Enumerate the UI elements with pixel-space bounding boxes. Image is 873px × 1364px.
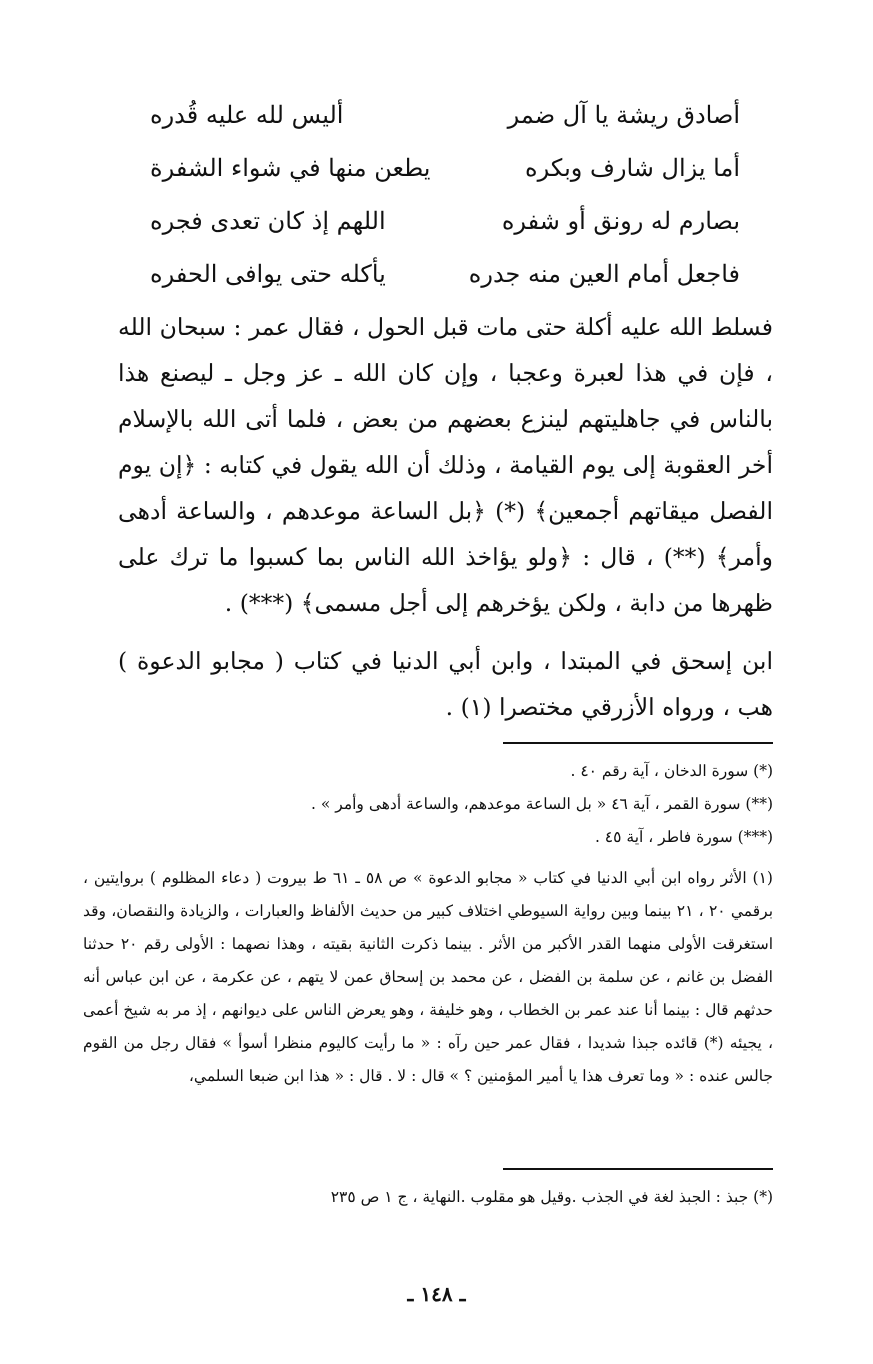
footnote-star-1: (*) سورة الدخان ، آية رقم ٤٠ . bbox=[570, 762, 773, 780]
verse-second-hemistich: يطعن منها في شواء الشفرة bbox=[150, 154, 431, 182]
verse-first-hemistich: فاجعل أمام العين منه جدره bbox=[468, 260, 740, 288]
main-text bbox=[118, 304, 773, 730]
verse-second-hemistich: أليس لله عليه قُدره bbox=[150, 101, 344, 129]
footnote-divider bbox=[503, 742, 773, 744]
source-attribution: ابن إسحق في المبتدا ، وابن أبي الدنيا في كتاب ( مجابو الدعوة ) هب ، ورواه الأزرقي مختصرا (١) . bbox=[118, 647, 773, 721]
footnote-1: (١) الأثر رواه ابن أبي الدنيا في كتاب « مجابو الدعوة » ص ٥٨ ـ ٦١ ط بيروت ( دعاء المظلوم ) بروايتين ، برقمي ٢٠ ، ٢١ بينما وبين رواية السيوطي اختلاف كبير من حديث الألفاظ والعبارات ، والزيادة والنقصان، وقد استغرقت الأولى منهما القدر الأكبر من الأثر . بينما ذكرت الثانية بقيته ، وهذا نصهما : الأولى رقم ٢٠ حدثنا الفضل بن غانم ، عن سلمة بن الفضل ، عن محمد بن إسحاق عمن لا يتهم ، عن عكرمة ، عن ابن عباس أنه حدثهم قال : بينما أنا عند عمر بن الخطاب ، وهو خليفة ، وهو يعرض الناس على ديوانهم ، إذ مر به شيخ أعمى ، يجيئه (*) قائده جبذا شديدا ، فقال عمر حين رآه : « ما رأيت كاليوم منظرا أسوأ » فقال رجل من القوم جالس عنده : « وما تعرف هذا يا أمير المؤمنين ؟ » قال : لا . قال : « هذا ابن ضبعا السلمي، bbox=[83, 869, 774, 1085]
footnote-star-2: (**) سورة القمر ، آية ٤٦ « بل الساعة موعدهم، والساعة أدهى وأمر » . bbox=[311, 795, 773, 813]
verse-second-hemistich: يأكله حتى يوافى الحفره bbox=[150, 260, 386, 288]
poem bbox=[150, 96, 740, 308]
subnote: (*) جبذ : الجبذ لغة في الجذب .وقيل هو مقلوب .النهاية ، ج ١ ص ٢٣٥ bbox=[330, 1188, 773, 1206]
verse-first-hemistich: أصادق ريشة يا آل ضمر bbox=[507, 101, 740, 129]
poem-verse bbox=[150, 149, 740, 202]
poem-verse bbox=[150, 255, 740, 308]
poem-verse bbox=[150, 202, 740, 255]
verse-first-hemistich: أما يزال شارف وبكره bbox=[525, 154, 740, 182]
verse-second-hemistich: اللهم إذ كان تعدى فجره bbox=[150, 207, 386, 235]
footnote-star-3: (***) سورة فاطر ، آية ٤٥ . bbox=[594, 828, 773, 846]
poem-verse bbox=[150, 96, 740, 149]
footnotes bbox=[83, 755, 773, 1093]
page-number: ـ ١٤٨ ـ bbox=[407, 1282, 466, 1306]
body-paragraph: فسلط الله عليه أكلة حتى مات قبل الحول ، فقال عمر : سبحان الله ، فإن في هذا لعبرة وعجبا ، وإن كان الله ـ عز وجل ـ ليصنع هذا بالناس في جاهليتهم لينزع بعضهم من بعض ، فلما أتى الله بالإسلام أخر العقوبة إلى يوم القيامة ، وذلك أن الله يقول في كتابه : ﴿إن يوم الفصل ميقاتهم أجمعين﴾ (*) ﴿بل الساعة موعدهم ، والساعة أدهى وأمر﴾ (**) ، قال : ﴿ولو يؤاخذ الله الناس بما كسبوا ما ترك على ظهرها من دابة ، ولكن يؤخرهم إلى أجل مسمى﴾ (***) . bbox=[118, 313, 773, 617]
verse-first-hemistich: بصارم له رونق أو شفره bbox=[501, 207, 740, 235]
subnote-divider bbox=[503, 1168, 773, 1170]
